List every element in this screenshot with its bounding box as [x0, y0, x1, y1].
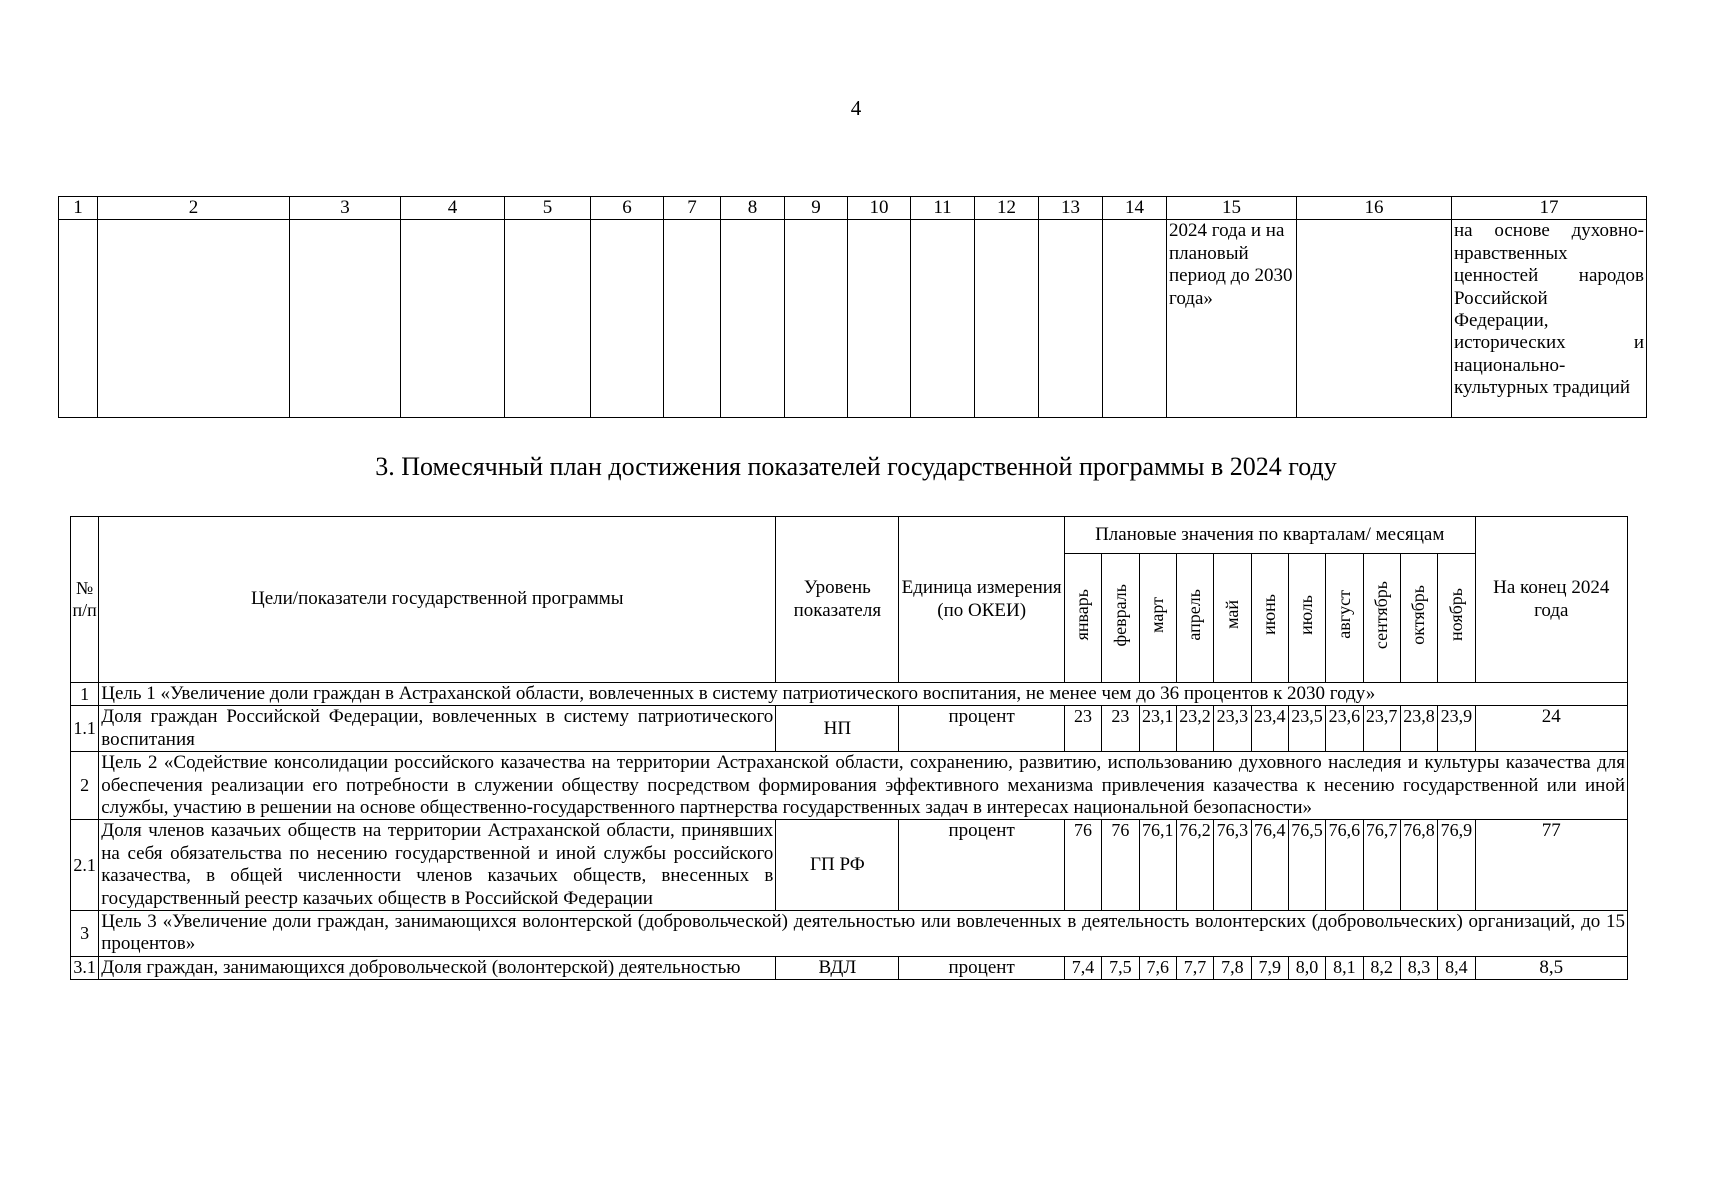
column-number: 3: [290, 197, 401, 220]
column-numbers-row: [59, 197, 1647, 220]
month-value: 76,6: [1326, 820, 1363, 911]
goal-row: [71, 683, 1628, 706]
indicator-row: [71, 706, 1628, 752]
column-number: 7: [664, 197, 721, 220]
month-value: 23,7: [1363, 706, 1400, 752]
indicator-name: Доля членов казачьих обществ на территории Астраханской области, принявших на себя обязательства по несению государственной и иной службы российского казачества, в общей численности членов казачьих обществ, внесенных в государственный реестр казачьих обществ в Российской Федерации: [99, 820, 776, 911]
indicator-name: Доля граждан Российской Федерации, вовлеченных в систему патриотического воспитания: [99, 706, 776, 752]
column-number: 9: [785, 197, 848, 220]
month-value: 76,1: [1139, 820, 1176, 911]
month-header: июль: [1288, 554, 1325, 683]
month-value: 7,4: [1064, 956, 1101, 979]
column-number: 13: [1039, 197, 1103, 220]
month-value: 8,1: [1326, 956, 1363, 979]
month-value: 76: [1102, 820, 1139, 911]
month-value: 7,5: [1102, 956, 1139, 979]
month-header: сентябрь: [1363, 554, 1400, 683]
header-row: [71, 517, 1628, 554]
month-value: 23,8: [1400, 706, 1437, 752]
month-value: 8,3: [1400, 956, 1437, 979]
month-value: 8,0: [1288, 956, 1325, 979]
month-value: 76,7: [1363, 820, 1400, 911]
column-number: 8: [721, 197, 785, 220]
end-value: 24: [1475, 706, 1627, 752]
month-value: 76,8: [1400, 820, 1437, 911]
header-goals: Цели/показатели государственной программы: [99, 517, 776, 683]
indicator-name: Доля граждан, занимающихся добровольческой (волонтерской) деятельностью: [99, 956, 776, 979]
row-num: 2: [71, 752, 99, 820]
month-header: май: [1214, 554, 1251, 683]
month-value: 76,2: [1176, 820, 1213, 911]
column-number: 4: [401, 197, 505, 220]
indicator-row: [71, 956, 1628, 979]
goal-text: Цель 2 «Содействие консолидации российского казачества на территории Астраханской области, сохранению, развитию, использованию духовного наследия и культуры казачества для обеспечения реализации его потребности в служении обществу посредством формирования эффективного механизма привлечения казачества к несению государственной или иной службы, участию в решении на основе общественно-государственного партнерства государственных задач в интересах национальной безопасности»: [99, 752, 1628, 820]
continuation-row: [59, 220, 1647, 418]
indicator-level: ВДЛ: [776, 956, 899, 979]
goal-text: Цель 3 «Увеличение доли граждан, занимающихся волонтерской (добровольческой) деятельностью или вовлеченных в деятельность волонтерских (добровольческих) организаций, до 15 процентов»: [99, 911, 1628, 957]
header-planned: Плановые значения по кварталам/ месяцам: [1064, 517, 1475, 554]
month-value: 76,3: [1214, 820, 1251, 911]
month-header: август: [1326, 554, 1363, 683]
monthly-plan-table: [70, 516, 1628, 980]
header-num: № п/п: [71, 517, 99, 683]
month-header: апрель: [1176, 554, 1213, 683]
column-number: 1: [59, 197, 98, 220]
row-num: 3: [71, 911, 99, 957]
header-end: На конец 2024 года: [1475, 517, 1627, 683]
end-value: 8,5: [1475, 956, 1627, 979]
values-text: на основе духовно-нравственных ценностей народов Российской Федерации, исторических и национально-культурных традиций: [1452, 220, 1647, 418]
section-title: 3. Помесячный план достижения показателей государственной программы в 2024 году: [375, 452, 1337, 481]
month-value: 76,5: [1288, 820, 1325, 911]
month-value: 8,4: [1438, 956, 1475, 979]
end-value: 77: [1475, 820, 1627, 911]
month-value: 23,3: [1214, 706, 1251, 752]
month-header: ноябрь: [1438, 554, 1475, 683]
month-value: 76,4: [1251, 820, 1288, 911]
month-value: 76: [1064, 820, 1101, 911]
goal-text: Цель 1 «Увеличение доли граждан в Астраханской области, вовлеченных в систему патриотического воспитания, не менее чем до 36 процентов к 2030 году»: [99, 683, 1628, 706]
month-header: октябрь: [1400, 554, 1437, 683]
row-num: 2.1: [71, 820, 99, 911]
column-number: 10: [848, 197, 911, 220]
month-value: 7,8: [1214, 956, 1251, 979]
month-value: 23,1: [1139, 706, 1176, 752]
month-value: 76,9: [1438, 820, 1475, 911]
column-number: 14: [1103, 197, 1167, 220]
month-header: февраль: [1102, 554, 1139, 683]
goal-row: [71, 911, 1628, 957]
row-num: 1.1: [71, 706, 99, 752]
column-number: 5: [505, 197, 591, 220]
month-value: 23: [1102, 706, 1139, 752]
month-header: январь: [1064, 554, 1101, 683]
continuation-table: [58, 196, 1647, 418]
goal-row: [71, 752, 1628, 820]
page-number: 4: [850, 96, 862, 120]
row-num: 3.1: [71, 956, 99, 979]
month-value: 23,6: [1326, 706, 1363, 752]
month-value: 23,2: [1176, 706, 1213, 752]
row-num: 1: [71, 683, 99, 706]
indicator-level: ГП РФ: [776, 820, 899, 911]
column-number: 2: [98, 197, 290, 220]
month-value: 23,9: [1438, 706, 1475, 752]
month-value: 8,2: [1363, 956, 1400, 979]
month-header: июнь: [1251, 554, 1288, 683]
indicator-row: [71, 820, 1628, 911]
month-value: 23,4: [1251, 706, 1288, 752]
header-level: Уровень показателя: [776, 517, 899, 683]
month-value: 7,6: [1139, 956, 1176, 979]
month-header: март: [1139, 554, 1176, 683]
period-text: 2024 года и на плановый период до 2030 года»: [1167, 220, 1297, 418]
month-value: 7,7: [1176, 956, 1213, 979]
month-value: 23,5: [1288, 706, 1325, 752]
month-value: 7,9: [1251, 956, 1288, 979]
column-number: 16: [1297, 197, 1452, 220]
header-unit: Единица измерения (по ОКЕИ): [899, 517, 1064, 683]
indicator-level: НП: [776, 706, 899, 752]
indicator-unit: процент: [899, 956, 1064, 979]
column-number: 12: [975, 197, 1039, 220]
column-number: 11: [911, 197, 975, 220]
column-number: 15: [1167, 197, 1297, 220]
indicator-unit: процент: [899, 706, 1064, 752]
column-number: 17: [1452, 197, 1647, 220]
month-value: 23: [1064, 706, 1101, 752]
column-number: 6: [591, 197, 664, 220]
indicator-unit: процент: [899, 820, 1064, 911]
